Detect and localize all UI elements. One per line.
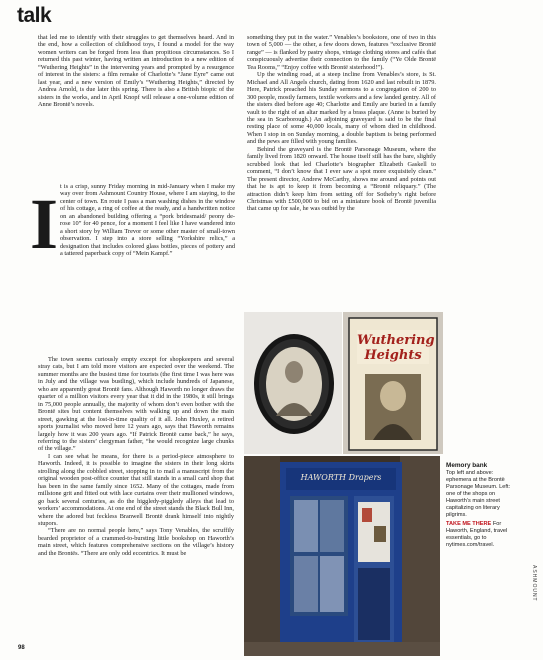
- photo-credit: ASHMOUNT: [531, 565, 537, 602]
- book-title-line-1: Wuthering: [357, 333, 435, 348]
- page-number: 98: [18, 645, 25, 651]
- paragraph: Behind the graveyard is the Brontë Parsonage Museum, where the family lived from 1820 onward. The house itself still has the bare, slightly scrubbed look that led Charlotte’s biographer Elizabeth Gaskell to comment, “I don’t know that I ever saw a spot more exquisitely clean.” The present director, Andrew McCarthy, shows me around and points out that he is apt to keep it from becoming a “Brontë reliquary.” (The attraction didn’t keep him from setting off for Sotheby’s right before Christmas with £500,000 to bid on a miniature book of Brontë juvenilia that came up for sale, he was outbid by the: [247, 145, 436, 213]
- column-1-drop-paragraph: [60, 183, 235, 258]
- column-1-body: [38, 356, 234, 557]
- section-title: talk: [17, 4, 52, 27]
- paragraph: I can see what he means, for there is a period-piece atmosphere to Haworth. Indeed, it is possible to imagine the sisters in their long skirts strolling along the cobbled street, stopping in to mail a manuscript from the original wooden post-office counter that still stands in a small card shop that has been in the same family since 1652. Many of the cottages, made from millstone grit and fitted out with lace curtains over their mullioned windows, go back several centuries, as do the higgledy-piggledy alleys that lead to workers’ accommodations. At one end of the street stands the Black Bull Inn, where the adored but feckless Branwell Brontë drank himself into nightly stupors.: [38, 452, 234, 527]
- caption-travel-text: For Haworth, England, travel essentials, go to nytimes.com/travel.: [446, 521, 508, 548]
- book-title-line-2: Heights: [364, 348, 422, 363]
- photo-caption: [446, 462, 512, 549]
- book-cover-photo: [343, 312, 443, 454]
- paragraph: something they put in the water.” Venables’s bookstore, one of two in this town of 5,000 — the other, a few doors down, features “exclusive Brontë range” — is flanked by pastry shops, vintage clothing stores and cafés that conspicuously advertise their connection to the family (“Ye Olde Brontë Tea Rooms,” “Enjoy coffee with Brontë sisterhood!”).: [247, 34, 436, 71]
- caption-text: Top left and above: ephemera at the Brontë Parsonage Museum. Left: one of the shops on Haworth’s main street capitalizing on literary pilgrims.: [446, 470, 511, 518]
- column-2: [247, 34, 436, 213]
- paragraph: Up the winding road, at a steep incline from Venables’s store, is St. Michael and All Angels church, dating from 1620 and last rebuilt in 1879. Here, Patrick preached his Sunday sermons to a congregation of 200 to 300 people, mostly farmers, textile workers and a few landed gentry. All of the sisters died before age 40; Charlotte and Emily are buried in a family vault to the right of an altar marked by a brass plaque. (Anne is buried by the sea in Scarborough.) An adjoining graveyard is said to be the final resting place of some 40,000 locals, many of whom died in childhood. When I stop in on Sunday morning, a double baptism is being performed and the pews are filled with young families.: [247, 71, 436, 146]
- drop-cap: I: [30, 184, 59, 264]
- shop-front-image: [244, 456, 440, 656]
- take-me-there-label: TAKE ME THERE: [446, 521, 492, 527]
- caption-title: Memory bank: [446, 462, 488, 469]
- framed-portrait-image: [244, 312, 342, 454]
- caption-travel: [446, 521, 512, 549]
- shop-sign: HAWORTH Drapers: [300, 473, 382, 482]
- paragraph: t is a crisp, sunny Friday morning in mid-January when I make my way over from Ashmount Country House, where I am staying, to the center of town. En route I pass a man washing dishes in the window of his cottage, a ring of coffee at the ready, and a handwritten notice on an abandoned building offering a “pork bridesmaid/ peony de-rose 10” for 40 pence, for a moment I feel like I have wandered into a short story by William Trevor or some other master of small-town observation. I step into a store selling “Yorkshire relics,” a designation that includes colored glass bottles, pieces of pottery and a tattered paperback copy of “Mein Kampf.”: [60, 183, 235, 258]
- paragraph: The town seems curiously empty except for shopkeepers and several stray cats, but I am told more visitors are expected over the weekend. The summer months are the busiest time for tourists (the first time I was here was in July and the village was bustling), which include hundreds of Japanese, who are apparently great Brontë fans. Although Haworth no longer draws the quarter of a million visitors every year that it did in the 1980s, it still brings in 75,000 people annually, the majority of whom don’t even bother with the Brontë sites but content themselves with walking up and down the main street, gawking at the lost-in-time quality of it all. John Huxley, a retired sports journalist who moved here 12 years ago, says that Haworth remains largely how it was 200 years ago. “If Patrick Brontë came back,” he says, referring to the sisters’ clergyman father, “he would recognize large chunks of the village.”: [38, 356, 234, 453]
- shop-front-photo: [244, 456, 440, 656]
- column-1-top: [38, 34, 234, 109]
- paragraph: that led me to identify with their struggles to get themselves heard. And in the end, how a collection of childhood toys, I found a model for the way women writers can be forged from less than propitious circumstances. So I returned this past winter, having written an introduction to a new edition of “Wuthering Heights” in the intervening years and prompted by a resurgence of interest in the sisters: a film remake of Charlotte’s “Jane Eyre” came out last year, and a new version of Emily’s “Wuthering Heights,” directed by Andrea Arnold, is due later this spring. There is also a British biopic of the sisters in the works, and in April Knopf will release a one-volume edition of Anne Brontë’s novels.: [38, 34, 234, 109]
- paragraph: “There are no normal people here,” says Tony Venables, the scruffily bearded proprietor of a crammed-to-bursting little bookshop on Haworth’s main street, which features comprehensive sections on the village’s history and the Brontës. “There are only odd eccentrics. It must be: [38, 527, 234, 557]
- portrait-photo: [244, 312, 342, 454]
